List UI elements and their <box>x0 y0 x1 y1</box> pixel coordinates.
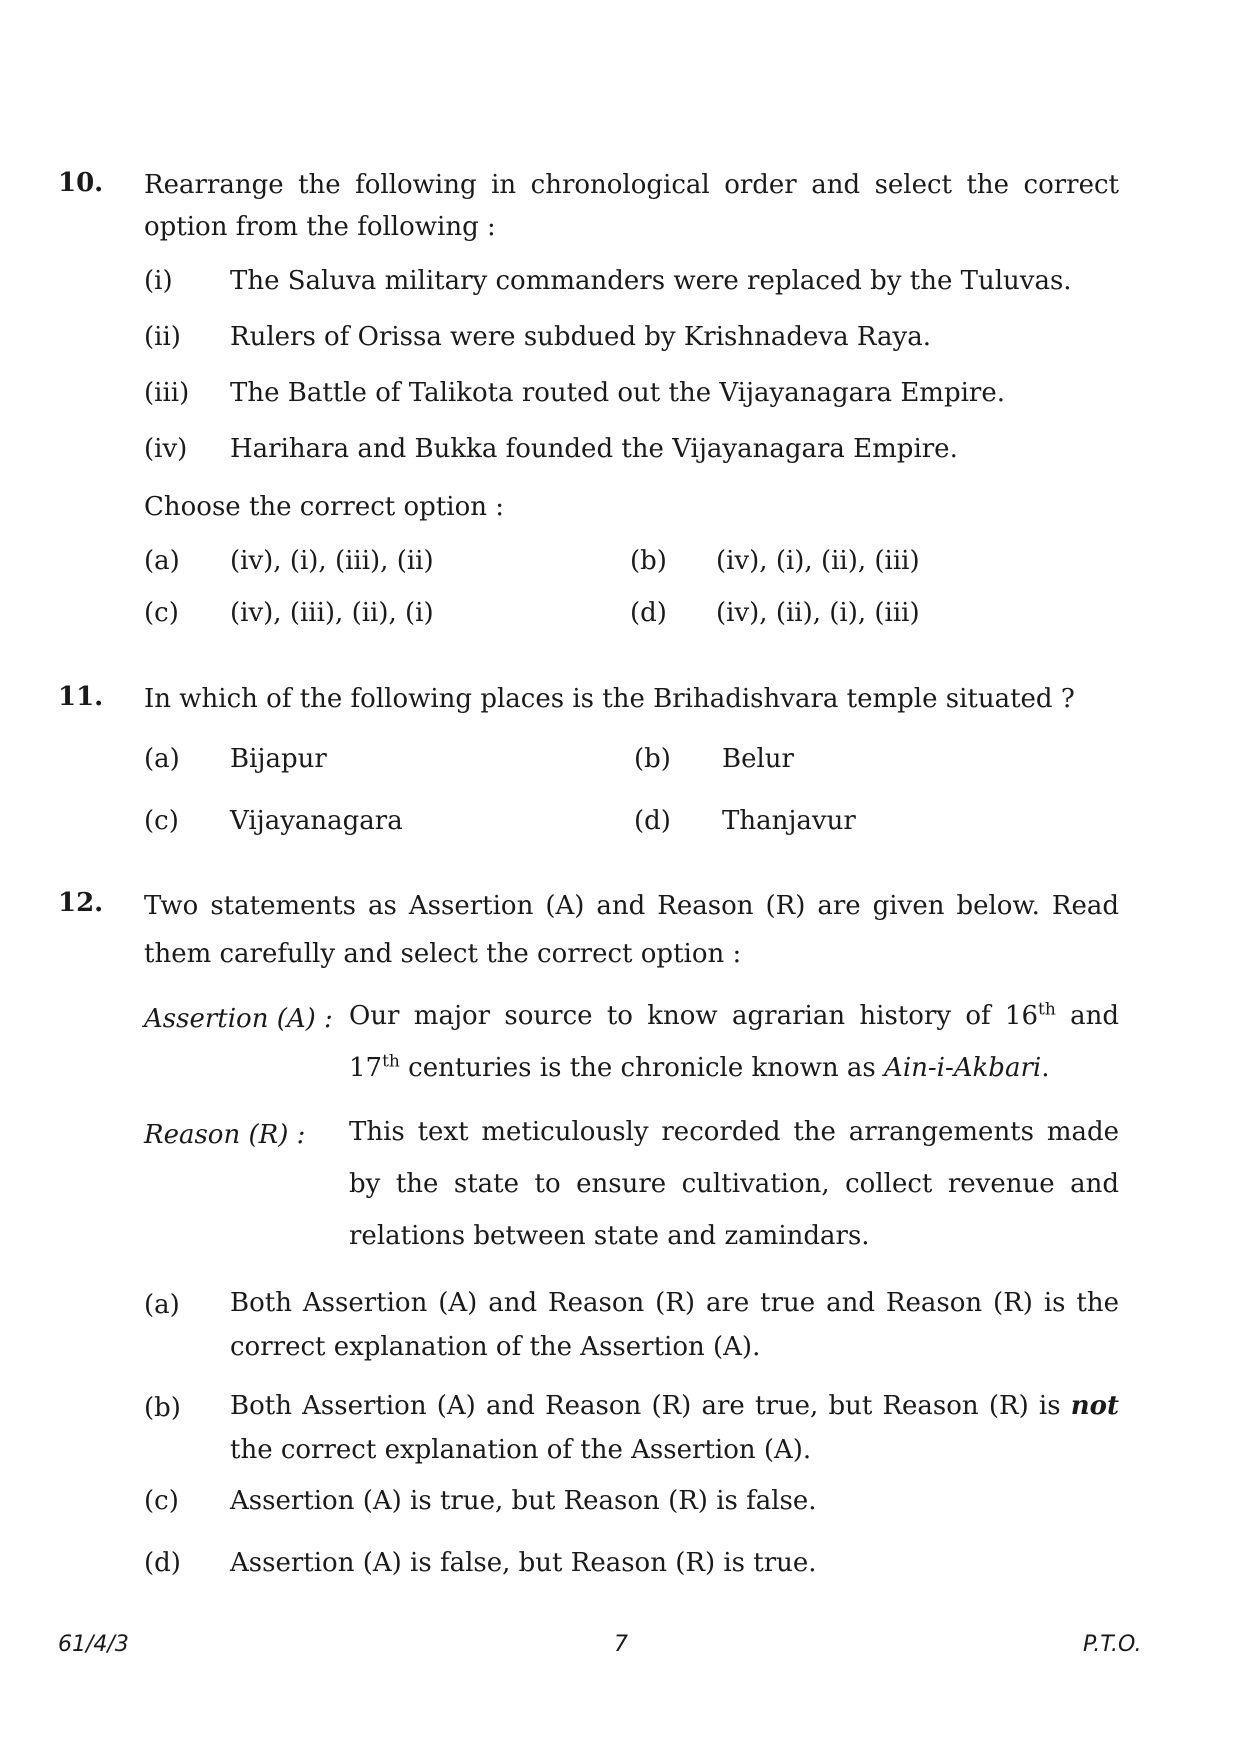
option-text: (iv), (i), (ii), (iii) <box>716 546 920 576</box>
emphasis-not: not <box>1070 1391 1119 1421</box>
superscript: th <box>1038 999 1056 1020</box>
assertion-text-part: . <box>1041 1053 1050 1083</box>
option-label: (b) <box>144 1393 181 1423</box>
option-text <box>230 1384 1119 1472</box>
option-text: Bijapur <box>230 744 327 774</box>
statement-label: (iv) <box>144 434 188 464</box>
question-number: 10. <box>58 168 104 198</box>
option-text: (iv), (i), (iii), (ii) <box>230 546 434 576</box>
option-text: (iv), (ii), (i), (iii) <box>716 598 920 628</box>
pto-label: P.T.O. <box>1083 1632 1142 1657</box>
assertion-text-part: centuries is the chronicle known as <box>399 1053 885 1083</box>
assertion-text-part: and 17 <box>349 1001 1119 1083</box>
superscript: th <box>382 1051 400 1072</box>
statement-text: The Saluva military commanders were replaced by the Tuluvas. <box>230 266 1072 296</box>
option-text: Vijayanagara <box>230 806 403 836</box>
option-text: Assertion (A) is false, but Reason (R) is true. <box>230 1548 817 1578</box>
assertion-text <box>349 990 1119 1094</box>
statement-label: (i) <box>144 266 173 296</box>
option-label: (c) <box>144 1486 179 1516</box>
option-label: (b) <box>634 744 671 774</box>
question-text: Rearrange the following in chronological order and select the correct option from the following : <box>144 170 1119 242</box>
option-text: (iv), (iii), (ii), (i) <box>230 598 434 628</box>
assertion-label: Assertion (A) : <box>144 1004 333 1034</box>
option-text: Thanjavur <box>722 806 856 836</box>
reason-text: This text meticulously recorded the arrangements made by the state to ensure cultivation, collect revenue and relations between state and zamindars. <box>349 1117 1119 1251</box>
page-number: 7 <box>614 1632 628 1657</box>
option-label: (a) <box>144 546 180 576</box>
question-number: 11. <box>58 682 104 712</box>
statement-text: The Battle of Talikota routed out the Vijayanagara Empire. <box>230 378 1005 408</box>
statement-label: (ii) <box>144 322 181 352</box>
statement-label: (iii) <box>144 378 190 408</box>
assertion-text-part: Our major source to know agrarian history of 16 <box>349 1001 1038 1031</box>
statement-text: Harihara and Bukka founded the Vijayanagara Empire. <box>230 434 958 464</box>
option-label: (d) <box>634 806 671 836</box>
option-label: (d) <box>630 598 667 628</box>
option-text-part: the correct explanation of the Assertion (A). <box>230 1435 812 1465</box>
option-label: (b) <box>630 546 667 576</box>
option-label: (c) <box>144 598 179 628</box>
option-label: (c) <box>144 806 179 836</box>
option-label: (a) <box>144 744 180 774</box>
question-number: 12. <box>58 888 104 918</box>
paper-code: 61/4/3 <box>58 1632 129 1657</box>
question-text: Two statements as Assertion (A) and Reason (R) are given below. Read them carefully and select the correct option : <box>144 891 1119 969</box>
option-text-part: Both Assertion (A) and Reason (R) are true, but Reason (R) is <box>230 1391 1071 1421</box>
option-label: (a) <box>144 1290 180 1320</box>
option-label: (d) <box>144 1548 181 1578</box>
reason-label: Reason (R) : <box>144 1120 306 1150</box>
book-title: Ain-i-Akbari <box>884 1053 1042 1083</box>
choose-instruction: Choose the correct option : <box>144 492 505 522</box>
option-text: Assertion (A) is true, but Reason (R) is false. <box>230 1486 817 1516</box>
option-text: Belur <box>722 744 794 774</box>
statement-text: Rulers of Orissa were subdued by Krishnadeva Raya. <box>230 322 931 352</box>
option-text: Both Assertion (A) and Reason (R) are true and Reason (R) is the correct explanation of the Assertion (A). <box>230 1288 1119 1362</box>
question-text: In which of the following places is the Brihadishvara temple situated ? <box>144 684 1075 714</box>
